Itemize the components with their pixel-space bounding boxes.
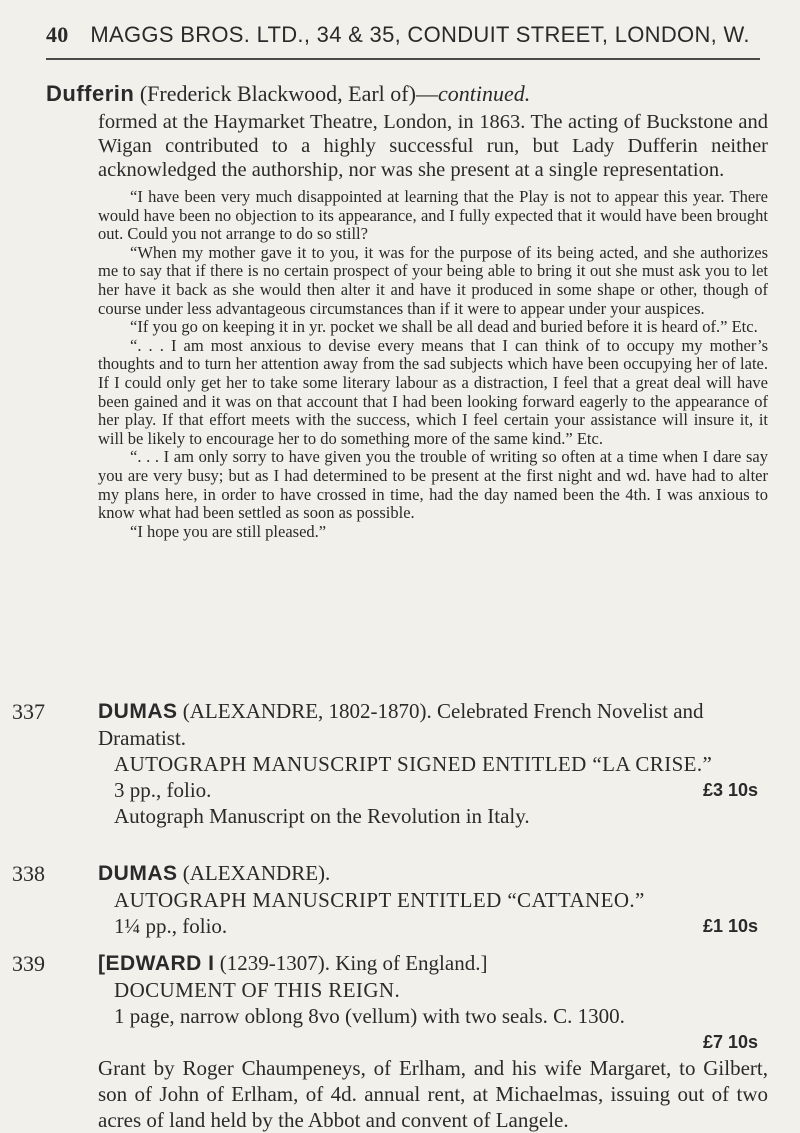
page-header: [46, 22, 766, 48]
lot-title: AUTOGRAPH MANUSCRIPT SIGNED ENTITLED “LA CRISE.”: [114, 752, 713, 776]
entry-name: Dufferin: [46, 81, 135, 106]
quote-paragraph: “I hope you are still pleased.”: [130, 521, 327, 541]
lot-note: Grant by Roger Chaumpeneys, of Erlham, and his wife Margaret, to Gilbert, son of John of Erlham, of 4d. annual rent, at Michaelmas, issuing out of two acres of land held by the Abbot and convent of Langele.: [98, 1056, 768, 1132]
lot-format: 1 page, narrow oblong 8vo (vellum) with two seals. C. 1300.: [114, 1004, 625, 1028]
lot-number: 338: [12, 861, 45, 886]
lot-number: 337: [12, 699, 45, 724]
lot-heading-rest: (ALEXANDRE, 1802-1870). Celebrated French Novelist and Dramatist.: [98, 699, 704, 750]
quote-paragraph: “. . . I am only sorry to have given you the trouble of writing so often at a time when I dare say you are very busy; but as I had determined to be present at the first night and wd. have had to alter my plans here, in order to have crossed in time, had the day named been the 4th. I was anxious to know what had been settled as soon as possible.: [98, 447, 768, 523]
lot-name: DUMAS: [98, 862, 178, 885]
dufferin-body: [98, 110, 768, 541]
page-number: 40: [46, 22, 69, 47]
lot-name: DUMAS: [98, 700, 178, 723]
lot-title: DOCUMENT OF THIS REIGN.: [114, 978, 401, 1002]
lot-price: £3 10s: [702, 780, 758, 800]
lot-title: AUTOGRAPH MANUSCRIPT ENTITLED “CATTANEO.”: [114, 888, 645, 912]
dufferin-heading: [46, 80, 530, 107]
lot-price: £7 10s: [702, 1032, 758, 1052]
lot-format: 1¼ pp., folio.: [114, 914, 228, 938]
quote-paragraph: “I have been very much disappointed at learning that the Play is not to appear this year. There would have been no objection to its appearance, and I fully expected that it would have been brought out. Could you not arrange to do so still?: [98, 187, 768, 244]
lot-note: Autograph Manuscript on the Revolution in Italy.: [114, 804, 530, 828]
lot-338: [98, 860, 768, 939]
quote-paragraph: “When my mother gave it to you, it was for the purpose of its being acted, and she authorizes me to say that if there is no certain prospect of your being able to bring it out she must ask you to let her have it back as she would then alter it and have it produced in some shape or other, though of course under less advantageous circumstances than if it were to appear under your auspices.: [98, 242, 768, 318]
quote-paragraph: “. . . I am most anxious to devise every means that I can think of to occupy my mother’s thoughts and to turn her attention away from the sad subjects which have been occupying her of late. If I could only get her to take some literary labour as a distraction, I feel that a great deal will have been gained and it was on that account that I had been looking forward eagerly to the appearance of her play. If that effort meets with the success, which I feel certain your assistance will insure it, it will be likely to encourage her to do something more of the same kind.” Etc.: [98, 335, 768, 448]
lot-337: [98, 698, 768, 829]
quote-paragraph: “If you go on keeping it in yr. pocket we shall be all dead and buried before it is heard of.” Etc.: [130, 317, 758, 337]
lot-heading-rest: (1239-1307). King of England.]: [219, 951, 488, 975]
dufferin-intro: formed at the Haymarket Theatre, London, in 1863. The acting of Buckstone and Wigan contributed to a highly successful run, but Lady Dufferin neither acknowledged the authorship, nor was she present at a single representation.: [98, 111, 768, 181]
lot-number: 339: [12, 951, 45, 976]
continued-label: continued.: [437, 81, 531, 106]
running-title: MAGGS BROS. LTD., 34 & 35, CONDUIT STREET, LONDON, W.: [90, 22, 750, 47]
lot-name: [EDWARD I: [98, 952, 215, 975]
lot-price: £1 10s: [702, 916, 758, 936]
header-rule: [46, 58, 760, 60]
lot-339: [98, 950, 768, 1133]
entry-heading-rest: (Frederick Blackwood, Earl of)—: [139, 81, 438, 106]
lot-format: 3 pp., folio.: [114, 778, 212, 802]
lot-heading-rest: (ALEXANDRE).: [182, 861, 331, 885]
